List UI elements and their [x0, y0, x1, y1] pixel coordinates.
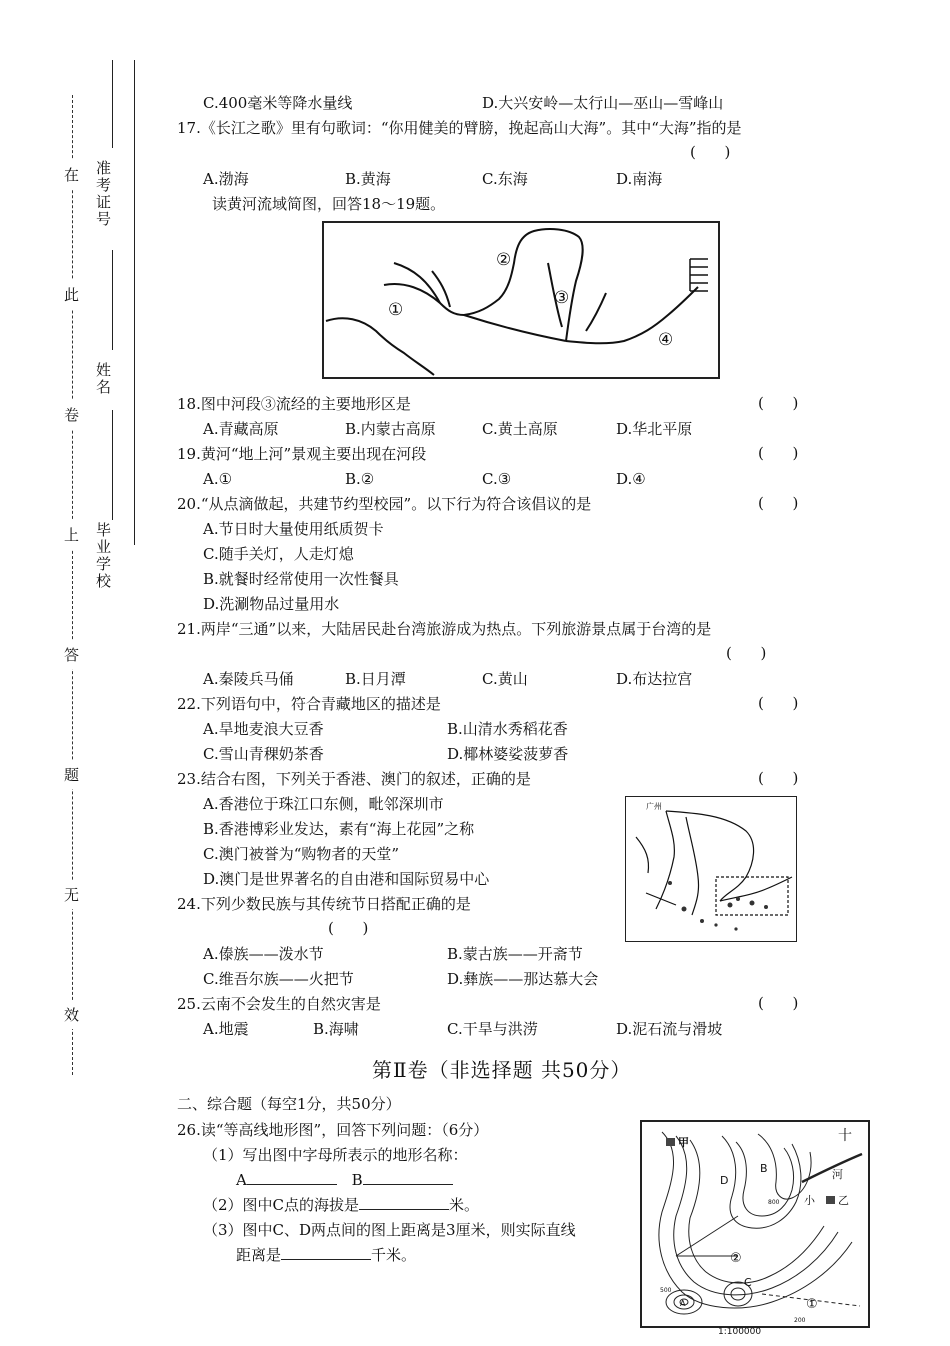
q26-blank-a[interactable] [247, 1170, 337, 1185]
margin-char-7: 无 [64, 880, 79, 909]
name-line [112, 250, 113, 350]
q19-option-d: D.④ [616, 470, 646, 488]
q18-option-b: B.内蒙古高原 [345, 420, 436, 438]
yellow-river-lower [566, 287, 698, 343]
label-yi: 乙 [838, 1194, 849, 1207]
q17-answer-paren[interactable]: ( ) [690, 143, 731, 161]
yellow-river-map-drawing [324, 223, 718, 377]
q26-sub2-text: （2）图中C点的海拔是 [203, 1196, 360, 1214]
q18-answer-paren[interactable]: ( ) [758, 394, 799, 412]
q23-option-b: B.香港博彩业发达，素有“海上花园”之称 [203, 820, 475, 838]
q26-blank-a-label: A [236, 1171, 247, 1189]
coastline-west [656, 811, 674, 909]
river-tributary-4 [586, 293, 606, 331]
contour-3 [689, 1140, 824, 1283]
q25-stem: 25.云南不会发生的自然灾害是 [177, 995, 381, 1013]
q26-sub3: （3）图中C、D两点间的图上距离是3厘米，则实际直线 [203, 1221, 576, 1239]
margin-char-6: 题 [64, 760, 79, 789]
q20-answer-paren[interactable]: ( ) [758, 494, 799, 512]
q20-option-c: C.随手关灯，人走灯熄 [203, 545, 354, 563]
q19-option-a: A.① [203, 470, 233, 488]
label-d: D [720, 1174, 729, 1187]
binding-dashed-line [72, 95, 73, 1075]
q21-answer-paren[interactable]: ( ) [726, 644, 767, 662]
symbol-jia [666, 1138, 675, 1146]
symbol-yi [826, 1196, 835, 1204]
river-tributary-2 [432, 271, 450, 307]
label-jia: 甲 [678, 1136, 689, 1149]
map-label-1: ① [388, 300, 404, 320]
macau-coast [646, 893, 676, 905]
q21-option-c: C.黄山 [482, 670, 528, 688]
margin-char-8: 效 [64, 1000, 79, 1029]
margin-char-4: 上 [64, 520, 79, 549]
q25-option-c: C.干旱与洪涝 [447, 1020, 538, 1038]
q17-stem: 17.《长江之歌》里有句歌词：“你用健美的臂膀，挽起高山大海”。其中“大海”指的是 [177, 119, 742, 137]
label-200: 200 [794, 1317, 806, 1324]
q26-blank-b-label: B [351, 1171, 363, 1189]
label-xiao: 小 [804, 1194, 815, 1207]
q24-answer-paren[interactable]: ( ) [328, 919, 369, 937]
contour-map [640, 1120, 870, 1328]
yellow-river-map [322, 221, 720, 379]
q26-blank-distance[interactable] [281, 1245, 371, 1260]
q26-blank-b[interactable] [363, 1170, 453, 1185]
q20-option-b: B.就餐时经常使用一次性餐具 [203, 570, 399, 588]
q20-option-d: D.洗涮物品过量用水 [203, 595, 340, 613]
q22-option-b: B.山清水秀稻花香 [447, 720, 568, 738]
q21-stem: 21.两岸“三通”以来，大陆居民赴台湾旅游成为热点。下列旅游景点属于台湾的是 [177, 620, 712, 638]
q21-option-d: D.布达拉宫 [616, 670, 693, 688]
intro-18-19: 读黄河流域简图，回答18～19题。 [212, 195, 446, 213]
river-upper-branch [326, 318, 434, 375]
q22-option-d: D.椰林婆娑菠萝香 [447, 745, 569, 763]
label-a: A [680, 1299, 686, 1308]
section2-heading: 二、综合题（每空1分，共50分） [177, 1095, 401, 1113]
measure-line-cd [676, 1216, 738, 1256]
q25-answer-paren[interactable]: ( ) [758, 994, 799, 1012]
school-line [112, 410, 113, 520]
q23-answer-paren[interactable]: ( ) [758, 769, 799, 787]
q23-option-d: D.澳门是世界著名的自由港和国际贸易中心 [203, 870, 490, 888]
q18-option-d: D.华北平原 [616, 420, 693, 438]
q19-option-b: B.② [345, 470, 375, 488]
q26-sub1: （1）写出图中字母所表示的地形名称： [203, 1146, 468, 1164]
river-west-branch [636, 837, 649, 873]
contour-map-scale: 1:100000 [718, 1327, 762, 1337]
hill-c-inner [731, 1288, 745, 1300]
hk-coast [720, 877, 792, 901]
q21-option-a: A.秦陵兵马俑 [203, 670, 294, 688]
label-500: 500 [660, 1287, 672, 1294]
label-circle-1: ① [806, 1297, 818, 1312]
q24-option-b: B.蒙古族——开斋节 [447, 945, 583, 963]
q16-option-c: C.400毫米等降水量线 [203, 94, 353, 112]
q26-sub3-cont [236, 1245, 416, 1265]
q24-stem: 24.下列少数民族与其传统节日搭配正确的是 [177, 895, 471, 913]
label-river: 河 [832, 1168, 843, 1181]
q18-option-c: C.黄土高原 [482, 420, 558, 438]
q17-option-b: B.黄海 [345, 170, 391, 188]
label-b: B [760, 1162, 768, 1175]
school-label: 毕业学校 [94, 522, 112, 590]
q23-stem: 23.结合右图，下列关于香港、澳门的叙述，正确的是 [177, 770, 531, 788]
river-channel [686, 817, 699, 915]
q26-sub2-unit: 米。 [449, 1196, 480, 1214]
q25-option-b: B.海啸 [313, 1020, 359, 1038]
margin-char-2: 此 [64, 280, 79, 309]
coastline-east [666, 811, 754, 901]
q22-option-c: C.雪山青稞奶茶香 [203, 745, 324, 763]
north-arrow: 十 [838, 1128, 852, 1144]
q19-option-c: C.③ [482, 470, 512, 488]
q26-sub3-unit: 千米。 [371, 1246, 417, 1264]
label-c: C [744, 1276, 752, 1289]
q25-option-a: A.地震 [203, 1020, 249, 1038]
binding-solid-line [134, 60, 135, 545]
q26-sub1-answers [236, 1170, 453, 1190]
margin-char-5: 答 [64, 640, 79, 669]
margin-char-1: 在 [64, 160, 79, 189]
q17-option-c: C.东海 [482, 170, 528, 188]
q17-option-a: A.渤海 [203, 170, 249, 188]
q24-option-c: C.维吾尔族——火把节 [203, 970, 354, 988]
label-800: 800 [768, 1199, 780, 1206]
exam-id-line [112, 60, 113, 148]
q22-option-a: A.旱地麦浪大豆香 [203, 720, 324, 738]
q16-option-d: D.大兴安岭—太行山—巫山—雪峰山 [482, 94, 724, 112]
weihe-branch [464, 315, 566, 341]
q20-option-a: A.节日时大量使用纸质贺卡 [203, 520, 384, 538]
q19-answer-paren[interactable]: ( ) [758, 444, 799, 462]
pearl-river-delta-map [625, 796, 797, 942]
q17-option-d: D.南海 [616, 170, 663, 188]
margin-char-3: 卷 [64, 400, 79, 429]
q18-option-a: A.青藏高原 [203, 420, 279, 438]
q23-option-a: A.香港位于珠江口东侧，毗邻深圳市 [203, 795, 444, 813]
q22-stem: 22.下列语句中，符合青藏地区的描述是 [177, 695, 441, 713]
contour-5 [736, 1142, 794, 1216]
q24-option-d: D.彝族——那达慕大会 [447, 970, 599, 988]
q25-option-d: D.泥石流与滑坡 [616, 1020, 723, 1038]
q19-stem: 19.黄河“地上河”景观主要出现在河段 [177, 445, 427, 463]
q21-option-b: B.日月潭 [345, 670, 406, 688]
map-label-3: ③ [554, 288, 570, 308]
pearl-river-delta-drawing [626, 797, 796, 941]
map-label-4: ④ [658, 330, 674, 350]
q18-stem: 18.图中河段③流经的主要地形区是 [177, 395, 411, 413]
map-label-2: ② [496, 250, 512, 270]
q23-option-c: C.澳门被誉为“购物者的天堂” [203, 845, 400, 863]
label-circle-2: ② [730, 1251, 742, 1266]
hk-inset-box [716, 877, 788, 915]
q20-stem: 20.“从点滴做起，共建节约型校园”。以下行为符合该倡议的是 [177, 495, 592, 513]
exam-id-label: 准考证号 [94, 160, 112, 228]
part2-title: 第Ⅱ卷（非选择题 共50分） [372, 1058, 632, 1082]
contour-4 [722, 1136, 801, 1228]
q22-answer-paren[interactable]: ( ) [758, 694, 799, 712]
q26-blank-c-elevation[interactable] [359, 1195, 449, 1210]
q26-stem: 26.读“等高线地形图”，回答下列问题：（6分） [177, 1121, 489, 1139]
q24-option-a: A.傣族——泼水节 [203, 945, 324, 963]
map-label-guangzhou: 广州 [646, 802, 662, 811]
contour-map-drawing [642, 1122, 868, 1326]
name-label: 姓名 [94, 362, 112, 396]
q26-sub3-text: 距离是 [236, 1246, 282, 1264]
q26-sub2 [203, 1195, 479, 1215]
